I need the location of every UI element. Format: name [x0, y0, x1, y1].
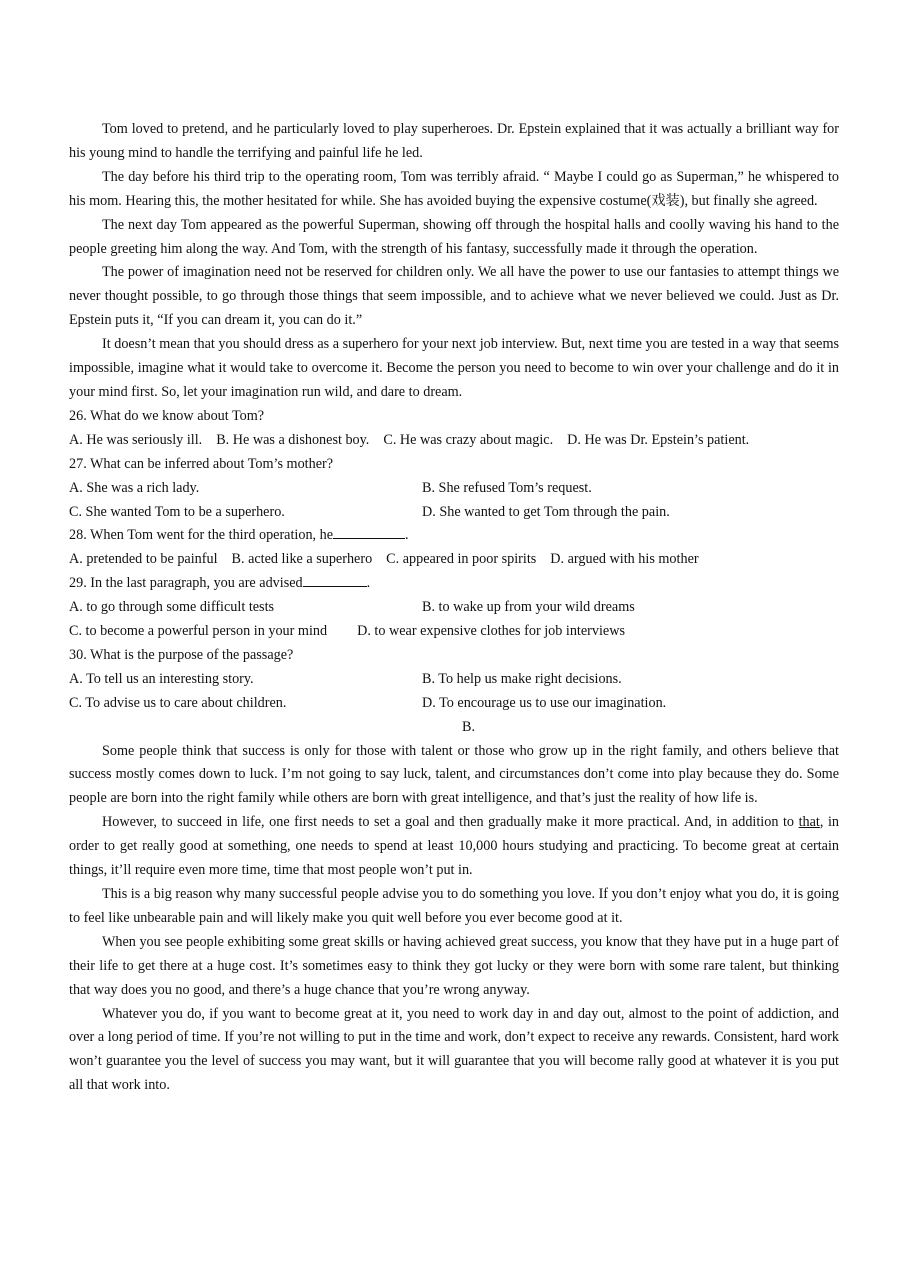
option-29-c: C. to become a powerful person in your mind [69, 623, 328, 640]
question-26-stem: 26. What do we know about Tom? [69, 407, 265, 424]
question-27-stem: 27. What can be inferred about Tom’s mother? [69, 455, 334, 472]
question-27-options-row2 [69, 501, 839, 525]
question-28-stem-line [69, 524, 839, 548]
question-29-options-row1 [69, 596, 839, 620]
passage-b-paragraph: Some people think that success is only for those with talent or those who grow up in the right family, and others believe that success mostly comes down to luck. I’m not going to say luck, talent, and circumstances don’t come into play because they do. Some people are born into the right family while others are born with great intelligence, and that’s just the reality of how life is. [69, 742, 839, 807]
option-30-c: C. To advise us to care about children. [69, 694, 287, 711]
option-29-d: D. to wear expensive clothes for job interviews [357, 623, 625, 640]
question-29-stem-line [69, 572, 839, 596]
underlined-word: that [798, 814, 820, 831]
answer-blank [303, 572, 367, 587]
question-26-options [69, 429, 839, 453]
question-27-options-row1 [69, 477, 839, 501]
question-29-stem: 29. In the last paragraph, you are advised [69, 575, 303, 592]
document-page [69, 118, 839, 1098]
option-28-b: B. acted like a superhero [231, 551, 373, 568]
question-30-options-row2 [69, 692, 839, 716]
question-30-stem: 30. What is the purpose of the passage? [69, 646, 294, 663]
passage-a-paragraph: Tom loved to pretend, and he particularly loved to play superheroes. Dr. Epstein explained that it was actually a brilliant way for his young mind to handle the terrifying and painful life he led. [69, 121, 839, 161]
question-29-end: . [366, 575, 371, 592]
passage-b-paragraph: When you see people exhibiting some great skills or having achieved great success, you know that they have put in a huge part of their life to get there at a huge cost. It’s sometimes easy to think they got lucky or they were born with some rare talent, but thinking that way does you no good, and there’s a huge chance that you’re wrong anyway. [69, 933, 839, 998]
answer-blank [333, 524, 405, 539]
option-29-b: B. to wake up from your wild dreams [422, 599, 635, 616]
option-26-d: D. He was Dr. Epstein’s patient. [567, 431, 750, 448]
passage-b-paragraph: Whatever you do, if you want to become great at it, you need to work day in and day out, almost to the point of addiction, and over a long period of time. If you’re not willing to put in the time and work, don’t expect to receive any rewards. Consistent, hard work won’t guarantee you the level of success you may want, but it will guarantee that you will become rally good at whatever it is you put all that work into. [69, 1005, 839, 1094]
option-27-c: C. She wanted Tom to be a superhero. [69, 503, 285, 520]
question-30-options-row1 [69, 668, 839, 692]
option-30-a: A. To tell us an interesting story. [69, 670, 254, 687]
passage-a-paragraph: It doesn’t mean that you should dress as a superhero for your next job interview. But, next time you are tested in a way that seems impossible, imagine what it would take to overcome it. Become the person you need to become to win over your challenge and do it in your mind first. So, let your imagination run wild, and dare to dream. [69, 336, 839, 400]
section-b-heading: B. [461, 718, 475, 735]
option-26-b: B. He was a dishonest boy. [216, 431, 370, 448]
passage-a-paragraph: The power of imagination need not be reserved for children only. We all have the power to use our fantasies to attempt things we never thought possible, to go through those things that seem impossible, and to achieve what we never believed we could. Just as Dr. Epstein puts it, “If you can dream it, you can do it.” [69, 264, 839, 329]
question-29-options-row2 [69, 620, 839, 644]
option-30-d: D. To encourage us to use our imagination. [422, 694, 667, 711]
option-27-a: A. She was a rich lady. [69, 479, 200, 496]
passage-b-text: However, to succeed in life, one first needs to set a goal and then gradually make it more practical. And, in addition to [102, 814, 799, 831]
passage-b-paragraph [69, 811, 839, 883]
passage-b-paragraph: This is a big reason why many successful people advise you to do something you love. If you don’t enjoy what you do, it is going to feel like unbearable pain and will likely make you quit well before you ever become good at it. [69, 886, 839, 926]
option-28-d: D. argued with his mother [550, 551, 699, 568]
option-27-d: D. She wanted to get Tom through the pain. [422, 503, 670, 520]
option-28-c: C. appeared in poor spirits [386, 551, 537, 568]
question-28-options [69, 548, 839, 572]
option-26-a: A. He was seriously ill. [69, 431, 203, 448]
option-27-b: B. She refused Tom’s request. [422, 479, 592, 496]
question-28-end: . [405, 527, 409, 544]
option-26-c: C. He was crazy about magic. [383, 431, 554, 448]
passage-b-text: , in order to get really good at something, one needs to spend at least 10,000 hours studying and practicing. To become great at certain things, it’ll require even more time, time that most people won’t put in. [69, 814, 839, 879]
passage-a-paragraph: The day before his third trip to the operating room, Tom was terribly afraid. “ Maybe I could go as Superman,” he whispered to his mom. Hearing this, the mother hesitated for while. She has avoided buying the expensive costume(戏装), but finally she agreed. [69, 168, 839, 209]
question-28-stem: 28. When Tom went for the third operation, he [69, 527, 334, 544]
option-28-a: A. pretended to be painful [69, 551, 218, 568]
option-30-b: B. To help us make right decisions. [422, 670, 622, 687]
option-29-a: A. to go through some difficult tests [69, 599, 275, 616]
passage-a-paragraph: The next day Tom appeared as the powerful Superman, showing off through the hospital halls and coolly waving his hand to the people greeting him along the way. And Tom, with the strength of his fantasy, successfully made it through the operation. [69, 216, 839, 257]
